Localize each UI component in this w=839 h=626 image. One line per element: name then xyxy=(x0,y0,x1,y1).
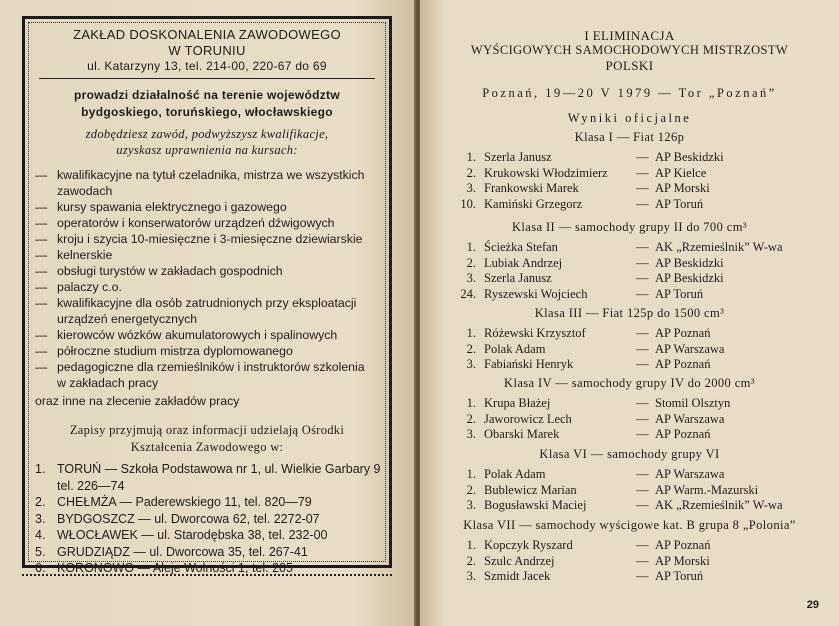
result-row xyxy=(450,180,820,196)
result-row xyxy=(450,482,820,498)
driver-name: Frankowski Marek xyxy=(484,181,579,195)
team-name: AP Warm.-Mazurski xyxy=(655,482,759,497)
driver-name: Ścieżka Stefan xyxy=(484,240,558,254)
result-dash: — xyxy=(636,196,649,211)
course-dash: — xyxy=(35,360,48,374)
result-dash: — xyxy=(636,240,649,254)
course-text: kelnerskie xyxy=(57,248,113,262)
course-text: kroju i szycia 10-miesięczne i 3-miesięczne dziewiarskie xyxy=(57,232,363,246)
driver-name: Ryszewski Wojciech xyxy=(484,286,588,301)
course-dash: — xyxy=(35,328,48,342)
result-row xyxy=(450,325,820,341)
driver-name: Obarski Marek xyxy=(484,427,560,441)
course-text: obsługi turystów w zakładach gospodnich xyxy=(57,264,283,278)
course-item xyxy=(35,231,385,247)
result-position: 2. xyxy=(466,165,476,180)
driver-name: Kopczyk Ryszard xyxy=(484,538,573,552)
result-dash: — xyxy=(636,411,649,426)
center-text: WŁOCŁAWEK — ul. Starodębska 38, tel. 232-00 xyxy=(57,528,328,542)
driver-name: Różewski Krzysztof xyxy=(484,326,586,340)
course-item xyxy=(35,327,385,343)
course-dash: — xyxy=(35,280,48,294)
team-name: AP Poznań xyxy=(655,538,711,552)
result-dash: — xyxy=(636,255,649,270)
result-dash: — xyxy=(636,396,649,410)
result-row xyxy=(450,426,820,442)
team-name: AP Warszawa xyxy=(655,411,725,426)
result-row xyxy=(450,568,820,584)
driver-name: Szerla Janusz xyxy=(484,271,552,285)
team-name: AP Poznań xyxy=(655,326,711,340)
center-item xyxy=(35,528,328,542)
result-position: 1. xyxy=(466,396,476,410)
result-dash: — xyxy=(636,286,649,301)
course-text: kwalifikacyjne na tytuł czeladnika, mistrza we wszystkich xyxy=(57,168,365,182)
course-text: w zakładach pracy xyxy=(57,376,159,390)
driver-name: Krukowski Włodzimierz xyxy=(484,165,608,180)
results-title: Wyniki oficjalne xyxy=(567,111,692,125)
team-name: AP Morski xyxy=(655,181,710,195)
result-dash: — xyxy=(636,467,649,481)
class-heading: Klasa III — Fiat 125p do 1500 cm³ xyxy=(534,306,725,320)
result-row xyxy=(450,356,820,372)
bottom-dotted-rule xyxy=(22,574,392,580)
driver-name: Bogusławski Maciej xyxy=(484,498,587,512)
course-text: urządzeń energetycznych xyxy=(57,312,198,326)
course-item xyxy=(35,279,385,295)
course-text: zawodach xyxy=(57,184,113,198)
course-dash: — xyxy=(35,248,48,262)
team-name: AK „Rzemieślnik” W-wa xyxy=(655,498,783,512)
course-dash: — xyxy=(35,216,48,230)
result-dash: — xyxy=(636,341,649,356)
result-row xyxy=(450,497,820,513)
driver-name: Fabiański Henryk xyxy=(484,357,574,371)
course-text: pedagogiczne dla rzemieślników i instruktorów szkolenia xyxy=(57,360,365,374)
team-name: AP Poznań xyxy=(655,357,711,371)
class-heading: Klasa II — samochody grupy II do 700 cm³ xyxy=(512,220,747,234)
result-row xyxy=(450,270,820,286)
result-position: 2. xyxy=(466,411,476,426)
team-name: AP Warszawa xyxy=(655,341,725,356)
driver-name: Jaworowicz Lech xyxy=(484,411,572,426)
advertisement-box xyxy=(22,16,392,575)
result-position: 24. xyxy=(460,286,476,301)
center-number: 3. xyxy=(35,511,46,526)
course-item xyxy=(35,359,385,375)
result-position: 1. xyxy=(466,467,476,481)
event-info: Poznań, 19—20 V 1979 — Tor „Poznań” xyxy=(482,86,777,100)
center-item xyxy=(35,512,320,526)
result-position: 3. xyxy=(466,181,476,195)
team-name: AP Kielce xyxy=(655,165,707,180)
team-name: AP Poznań xyxy=(655,427,711,441)
center-item xyxy=(35,545,308,559)
course-dash: — xyxy=(35,200,48,214)
team-name: AP Beskidzki xyxy=(655,150,724,164)
divider xyxy=(39,78,375,79)
driver-name: Polak Adam xyxy=(484,467,546,481)
course-item xyxy=(35,263,385,279)
course-item xyxy=(35,215,385,231)
class-heading: Klasa I — Fiat 126p xyxy=(574,130,685,144)
result-dash: — xyxy=(636,553,649,568)
course-dash: — xyxy=(35,168,48,182)
center-text: KORONOWO — Aleje Wolności 1, tel. 205 xyxy=(57,561,293,575)
tagline-line1: zdobędziesz zawód, podwyższysz kwalifikacje, xyxy=(85,127,329,141)
enroll-line2: Kształcenia Zawodowego w: xyxy=(130,440,284,454)
course-item xyxy=(57,311,407,327)
result-position: 3. xyxy=(466,427,476,441)
course-item xyxy=(35,167,385,183)
result-dash: — xyxy=(636,427,649,441)
result-row xyxy=(450,255,820,271)
course-text: oraz inne na zlecenie zakładów pracy xyxy=(35,394,240,408)
class-heading: Klasa VI — samochody grupy VI xyxy=(539,447,720,461)
driver-name: Szmidt Jacek xyxy=(484,569,551,583)
result-row xyxy=(450,341,820,357)
result-dash: — xyxy=(636,271,649,285)
center-number: 5. xyxy=(35,544,46,559)
driver-name: Szulc Andrzej xyxy=(484,553,555,568)
course-item xyxy=(35,199,385,215)
title-line3: POLSKI xyxy=(605,58,654,73)
title-line1: I ELIMINACJA xyxy=(584,28,675,43)
ad-header-line2: W TORUNIU xyxy=(168,43,246,58)
result-dash: — xyxy=(636,150,649,164)
driver-name: Lubiak Andrzej xyxy=(484,255,563,270)
course-text: półroczne studium mistrza dyplomowanego xyxy=(57,344,293,358)
result-dash: — xyxy=(636,569,649,583)
team-name: AP Warszawa xyxy=(655,467,725,481)
result-position: 2. xyxy=(466,482,476,497)
result-dash: — xyxy=(636,482,649,497)
center-text: tel. 226—74 xyxy=(57,478,125,493)
result-position: 2. xyxy=(466,553,476,568)
result-row xyxy=(450,553,820,569)
result-row xyxy=(450,411,820,427)
result-dash: — xyxy=(636,165,649,180)
result-dash: — xyxy=(636,538,649,552)
course-text: operatorów i konserwatorów urządzeń dźwigowych xyxy=(57,216,335,230)
center-text: TORUŃ — Szkoła Podstawowa nr 1, ul. Wielkie Garbary 9 xyxy=(57,462,381,476)
result-position: 1. xyxy=(466,150,476,164)
result-dash: — xyxy=(636,498,649,512)
result-position: 3. xyxy=(466,357,476,371)
team-name: AP Toruń xyxy=(655,286,704,301)
class-heading: Klasa VII — samochody wyścigowe kat. B grupa 8 „Polonia” xyxy=(463,518,796,532)
result-row xyxy=(450,395,820,411)
team-name: Stomil Olsztyn xyxy=(655,396,731,410)
course-text: kursy spawania elektrycznego i gazowego xyxy=(57,200,287,214)
course-text: kwalifikacyjne dla osób zatrudnionych przy eksploatacji xyxy=(57,296,357,310)
center-number: 2. xyxy=(35,495,46,509)
result-row xyxy=(450,149,820,165)
left-page xyxy=(0,0,416,626)
course-dash: — xyxy=(35,232,48,246)
center-text: CHEŁMŻA — Paderewskiego 11, tel. 820—79 xyxy=(57,495,312,509)
result-row xyxy=(450,466,820,482)
tagline-line2: uzyskasz uprawnienia na kursach: xyxy=(116,143,298,157)
course-dash: — xyxy=(35,296,48,310)
center-text: GRUDZIĄDZ — ul. Dworcowa 35, tel. 267-41 xyxy=(57,544,308,559)
title-line2: WYŚCIGOWYCH SAMOCHODOWYCH MISTRZOSTW xyxy=(470,43,789,57)
team-name: AP Beskidzki xyxy=(655,255,724,270)
course-item xyxy=(35,247,385,263)
team-name: AP Morski xyxy=(655,553,710,568)
result-row xyxy=(450,165,820,181)
course-item xyxy=(35,393,385,409)
team-name: AK „Rzemieślnik” W-wa xyxy=(655,240,783,254)
center-text: BYDGOSZCZ — ul. Dworcowa 62, tel. 2272-07 xyxy=(57,511,320,526)
result-position: 2. xyxy=(466,341,476,356)
team-name: AP Toruń xyxy=(655,196,704,211)
result-row xyxy=(450,239,820,255)
page-number: 29 xyxy=(806,599,819,611)
course-text: kierowców wózków akumulatorowych i spalinowych xyxy=(57,328,338,342)
activity-line1: prowadzi działalność na terenie województw xyxy=(74,88,340,102)
result-position: 1. xyxy=(466,326,476,340)
course-dash: — xyxy=(35,344,48,358)
enroll-line1: Zapisy przyjmują oraz informacji udzielają Ośrodki xyxy=(69,423,345,437)
driver-name: Szerla Janusz xyxy=(484,150,552,164)
team-name: AP Toruń xyxy=(655,569,704,583)
center-number: 4. xyxy=(35,528,46,542)
result-row xyxy=(450,286,820,302)
result-position: 3. xyxy=(466,498,476,512)
course-dash: — xyxy=(35,264,48,278)
center-item xyxy=(35,462,381,476)
result-row xyxy=(450,196,820,212)
result-position: 2. xyxy=(466,255,476,270)
center-item xyxy=(35,495,312,509)
result-dash: — xyxy=(636,326,649,340)
course-item xyxy=(35,295,385,311)
ad-header-line1: ZAKŁAD DOSKONALENIA ZAWODOWEGO xyxy=(73,27,341,42)
driver-name: Kamiński Grzegorz xyxy=(484,196,583,211)
right-page xyxy=(420,0,839,626)
result-dash: — xyxy=(636,357,649,371)
result-position: 1. xyxy=(466,240,476,254)
center-item xyxy=(35,561,293,575)
center-number: 1. xyxy=(35,462,46,476)
course-item xyxy=(35,343,385,359)
course-item xyxy=(57,375,407,391)
course-text: palaczy c.o. xyxy=(57,280,122,294)
class-heading: Klasa IV — samochody grupy IV do 2000 cm³ xyxy=(504,376,755,390)
activity-line2: bydgoskiego, toruńskiego, włocławskiego xyxy=(81,105,333,119)
center-item xyxy=(57,479,124,493)
result-position: 1. xyxy=(466,538,476,552)
driver-name: Krupa Błażej xyxy=(484,396,551,410)
center-number: 6. xyxy=(35,561,46,575)
result-position: 10. xyxy=(460,196,476,211)
result-dash: — xyxy=(636,181,649,195)
driver-name: Polak Adam xyxy=(484,341,546,356)
result-position: 3. xyxy=(466,271,476,285)
ad-address: ul. Katarzyny 13, tel. 214-00, 220-67 do 69 xyxy=(87,59,327,73)
driver-name: Bublewicz Marian xyxy=(484,482,577,497)
result-position: 3. xyxy=(466,569,476,583)
course-item xyxy=(57,183,407,199)
result-row xyxy=(450,537,820,553)
team-name: AP Beskidzki xyxy=(655,271,724,285)
